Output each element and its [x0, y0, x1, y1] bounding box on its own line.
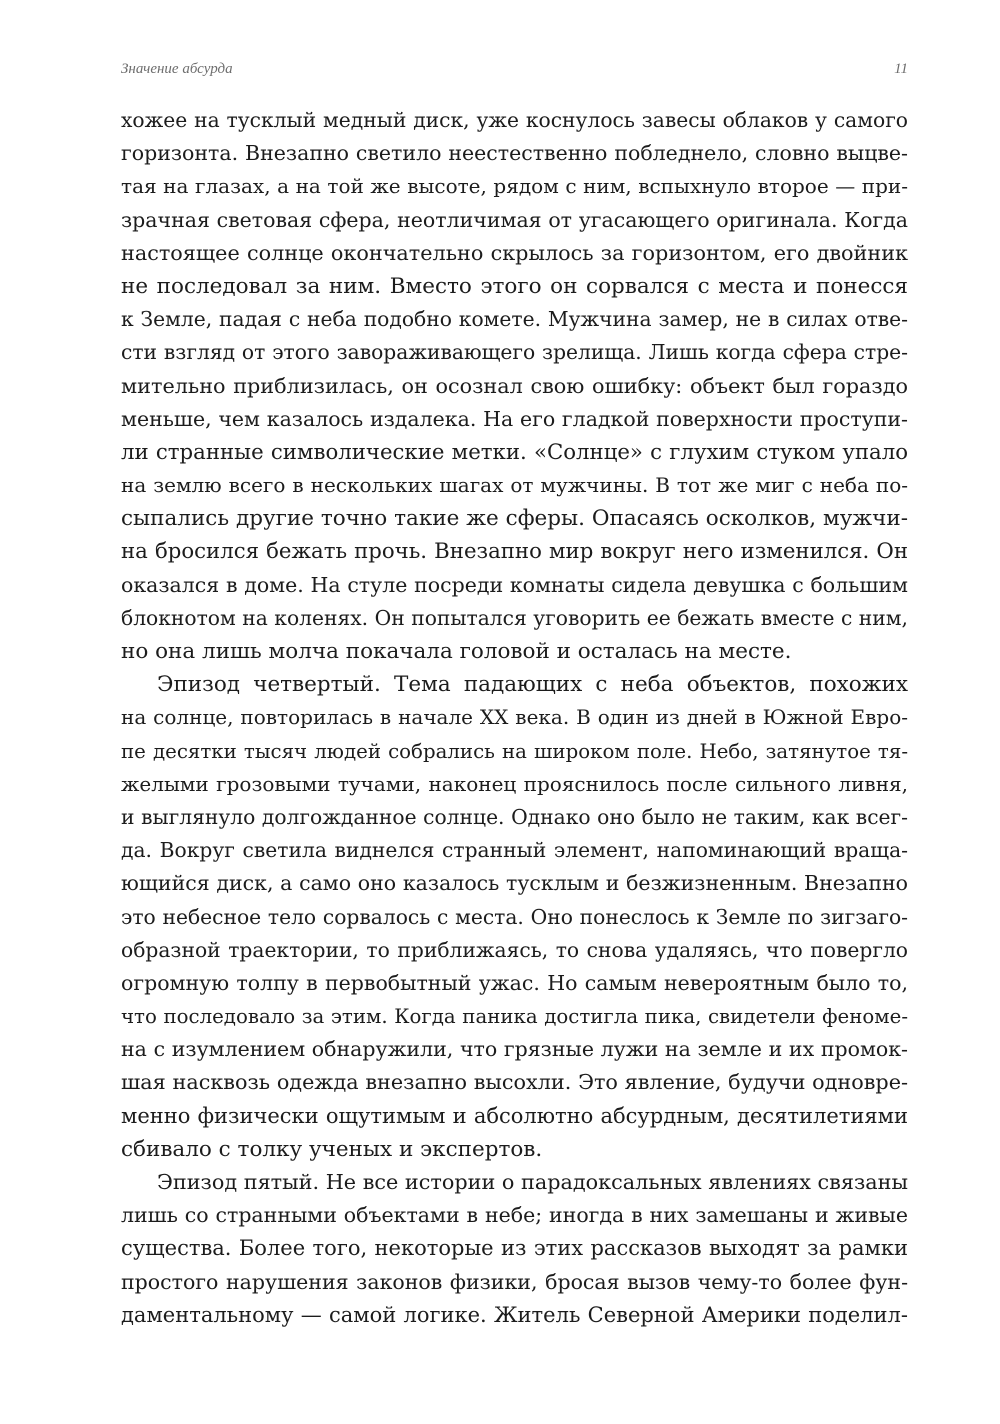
text-line: Эпизод пятый. Не все истории о парадоксальных явлениях связаны — [157, 1170, 908, 1194]
text-line: менно физически ощутимым и абсолютно абсурдным, десятилетиями — [121, 1103, 908, 1128]
paragraph-1 — [121, 104, 908, 668]
text-line: сти взгляд от этого завораживающего зрелища. Лишь когда сфера стре- — [121, 340, 908, 365]
text-line: но она лишь молча покачала головой и осталась на месте. — [121, 639, 792, 664]
text-line: ющийся диск, а само оно казалось тусклым и безжизненным. Внезапно — [121, 871, 908, 896]
running-title: Значение абсурда — [121, 61, 233, 77]
text-line: оказался в доме. На стуле посреди комнаты сидела девушка с большим — [121, 572, 908, 597]
text-line: не последовал за ним. Вместо этого он сорвался с места и понесся — [121, 273, 908, 299]
text-line: образной траектории, то приближаясь, то снова удаляясь, что повергло — [121, 937, 908, 962]
text-line: даментальному — самой логике. Житель Северной Америки поделил- — [121, 1302, 908, 1327]
text-line: мительно приблизилась, он осознал свою ошибку: объект был гораздо — [121, 373, 908, 398]
text-line: Эпизод четвертый. Тема падающих с неба объектов, похожих — [157, 672, 908, 698]
text-line: желыми грозовыми тучами, наконец прояснилось после сильного ливня, — [121, 771, 908, 796]
text-line: сыпались другие точно такие же сферы. Опасаясь осколков, мужчи- — [121, 506, 908, 532]
text-line: сбивало с толку ученых и экспертов. — [121, 1136, 543, 1162]
text-line: на солнце, повторилась в начале XX века. В один из дней в Южной Евро- — [121, 705, 908, 730]
text-line: огромную толпу в первобытный ужас. Но самым невероятным было то, — [121, 970, 908, 995]
text-line: меньше, чем казалось издалека. На его гладкой поверхности проступи- — [121, 406, 908, 431]
text-line: да. Вокруг светила виднелся странный элемент, напоминающий враща- — [121, 838, 908, 863]
text-line: зрачная световая сфера, неотличимая от угасающего оригинала. Когда — [121, 207, 908, 232]
text-line: это небесное тело сорвалось с места. Оно понеслось к Земле по зигзаго- — [121, 904, 908, 929]
text-line: что последовало за этим. Когда паника достигла пика, свидетели феноме- — [121, 1005, 908, 1029]
text-line: и выглянуло долгожданное солнце. Однако оно было не таким, как всег- — [121, 804, 908, 829]
text-line: ли странные символические метки. «Солнце» с глухим стуком упало — [121, 439, 908, 465]
text-line: настоящее солнце окончательно скрылось за горизонтом, его двойник — [121, 240, 908, 265]
text-line: на землю всего в нескольких шагах от мужчины. В тот же миг с неба по- — [121, 473, 908, 498]
text-line: блокнотом на коленях. Он попытался уговорить ее бежать вместе с ним, — [121, 605, 908, 630]
text-line: на бросился бежать прочь. Внезапно мир вокруг него изменился. Он — [121, 539, 908, 565]
page-number: 11 — [894, 61, 908, 77]
text-line: простого нарушения законов физики, бросая вызов чему-то более фун- — [121, 1269, 908, 1294]
text-line: лишь со странными объектами в небе; иногда в них замешаны и живые — [121, 1203, 908, 1228]
text-line: пе десятки тысяч людей собрались на широком поле. Небо, затянутое тя- — [121, 739, 908, 763]
paragraph-3 — [121, 1166, 908, 1332]
text-line: на с изумлением обнаружили, что грязные лужи на земле и их промок- — [121, 1037, 908, 1062]
text-line: горизонта. Внезапно светило неестественно побледнело, словно выцве- — [121, 141, 908, 166]
text-line: шая насквозь одежда внезапно высохли. Это явление, будучи одновре- — [121, 1070, 908, 1095]
running-head — [121, 61, 908, 81]
text-line: существа. Более того, некоторые из этих рассказов выходят за рамки — [121, 1236, 908, 1261]
body-text — [121, 104, 908, 1332]
text-line: тая на глазах, а на той же высоте, рядом с ним, вспыхнуло второе — при- — [121, 174, 908, 199]
paragraph-2 — [121, 668, 908, 1166]
text-line: к Земле, падая с неба подобно комете. Мужчина замер, не в силах отве- — [121, 307, 908, 332]
text-line: хожее на тусклый медный диск, уже коснулось завесы облаков у самого — [121, 108, 908, 132]
